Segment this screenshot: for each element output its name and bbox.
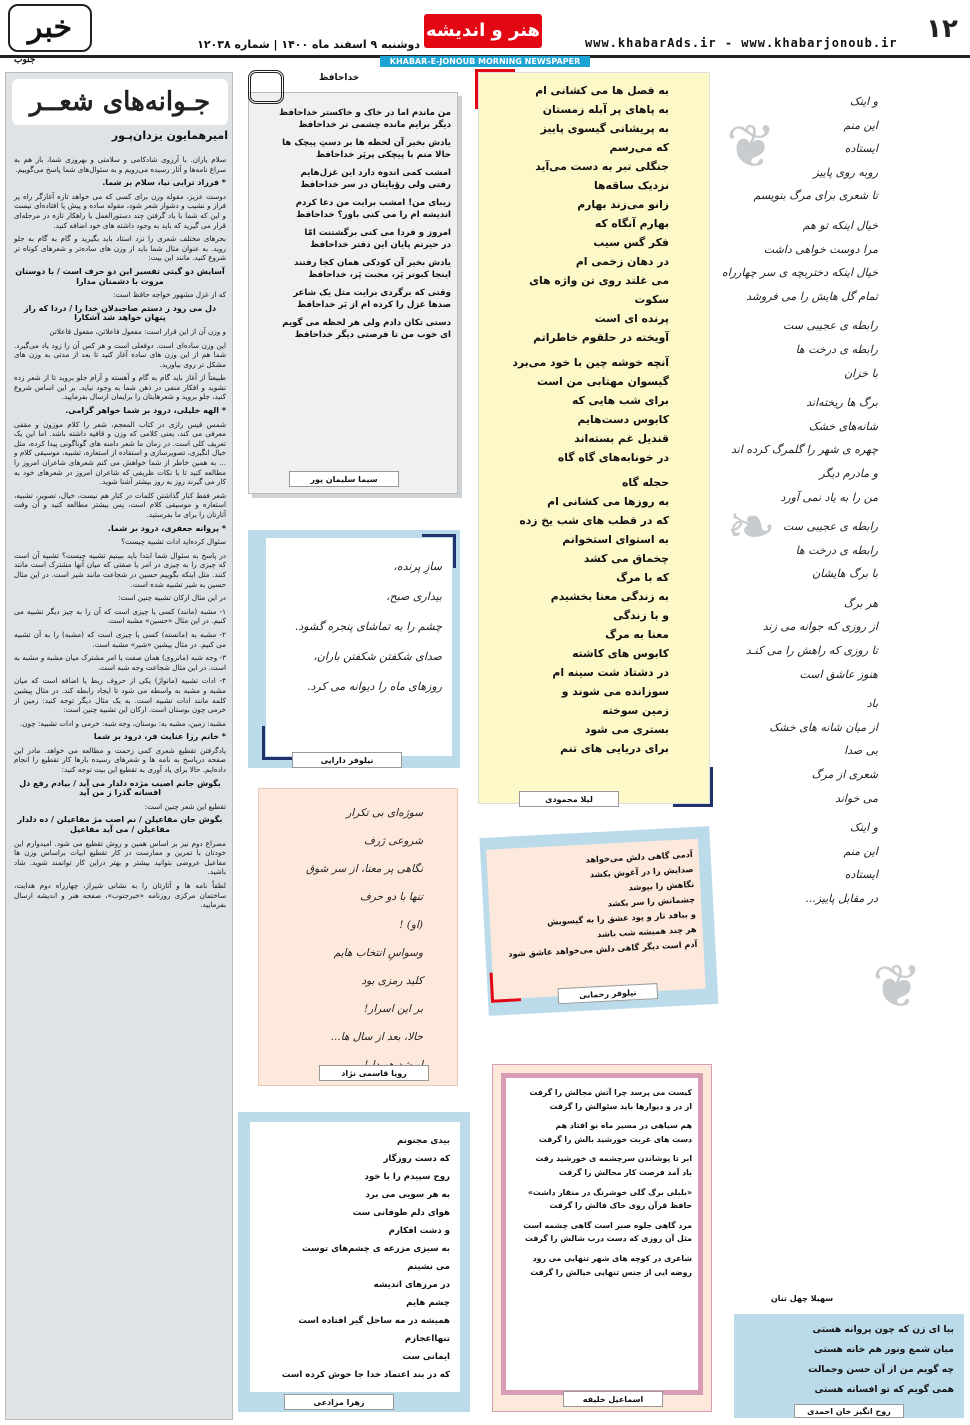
poem-line: برای شب هایی که (571, 394, 669, 407)
poem-line: می خواند (835, 791, 878, 805)
column-paragraph: در این مثال ارکان تشبیه چنین است: (118, 593, 226, 603)
poem-author: زهرا مزادعی (284, 1394, 394, 1410)
poem-line: آدمی گاهی دلش می‌خواهد (585, 849, 693, 865)
poem-text (718, 90, 878, 911)
poem-line: بیداری صبح، (386, 590, 442, 603)
poem-line: تنهااعجازم (404, 1334, 450, 1344)
poem-line: فکر گس سیب (593, 236, 669, 249)
poem-line: شاعری در کوچه های شهر تنهایی می رود (532, 1253, 692, 1263)
poem-author: نیلوفر رحمانی (557, 983, 658, 1004)
poem-line: کلید رمزی بود (361, 975, 423, 987)
column-paragraph: دل می رود ز دستم صاحبدلان خدا را / دردا که راز پنهان خواهد شد آشکارا (23, 303, 217, 323)
column-title: جـوانه‌های شعــر (12, 79, 228, 125)
poem-line: اینجا کبوتر پَر، محبت پَر، خداحافظ (308, 270, 451, 280)
poem-line: قندیل غم بسته‌اند (574, 432, 669, 445)
poem-line: شعری از مرگ (811, 768, 878, 782)
poem-line: سوژه‌ای بی تکرار (346, 807, 423, 819)
poem-line: «بلبلی برگ گلی خوشرنگ در منقار داشت» (527, 1187, 692, 1197)
column-paragraph: سئوال کرده‌اید ادات تشبیه چیست؟ (121, 537, 226, 547)
poem-text (508, 1086, 692, 1279)
poem-card-esmaeil (492, 1064, 712, 1412)
column-paragraph: شعر فقط کنار گذاشتن کلمات در کنار هم نیست، خیال، تصویر، تشبیه، استعاره و موسیقی کلام است، پس بیشتر مطالعه کنید و آن وقت آثارتان را برای ما بفرستید. (14, 490, 226, 519)
poem-line: که می‌رسم (609, 141, 669, 154)
poem-line: زمین سوخته (602, 704, 669, 717)
poem-line: در خونابه‌های گاه گاه (557, 451, 669, 464)
column-paragraph: ۳- وجه شبه (مانروی) همان صفت یا امر مشترک میان مشبه و مشبه به است. در این مثال شجاعت وجه شبه است. (14, 653, 226, 672)
poem-line: یادش بخیر آن لحظه ها بر دستِ پیچک ها (282, 138, 451, 148)
poem-line: نگاهی پر معنا، از سر شوق (305, 863, 423, 875)
poem-line: در مقابل پاییز... (805, 892, 878, 905)
poem-line: ای خوب من تا فرصتی دیگر خداحافظ (294, 330, 451, 340)
poem-line: دستی تکان دادم ولی هر لحظه می گویم (282, 318, 451, 328)
inner-frame (501, 1073, 703, 1395)
column-author: امیرهمایون یزدان‌پـور (111, 129, 228, 142)
column-paragraph: مصراع دوم نیز بر اساس همین و روش تقطیع می شود. امیدوارم این خودتان با تمرین و ممارست در کار تقطیع ابیات براساس وزن ها مفاعیل عروضی بتوانید بیشتر و بهتر دراین کار توانمند شوید. شاد باشید. (14, 838, 226, 877)
newspaper-logo (8, 4, 92, 65)
poem-line: صدایش را در آغوش بکشد (589, 863, 694, 880)
poem-line: آویخته در حلقوم خاطراتم (533, 331, 669, 344)
poem-line: من ماندم اما در خاک و خاکستر خداحافظ (279, 108, 451, 118)
poem-line: بی صدا (844, 744, 878, 758)
column-paragraph: شمس قیس رازی در کتاب المعجم، شعر را کلام موزون و مقفی معرفی می کند، یعنی کلامی که وزن و قافیه داشته باشد. اما این یک تعریف کلی است. در زمان ما شعر دامنه های گوناگونی پیدا کرده، مثل خیال انگیزی، تصویرسازی و استفاده از استعاره، تشبیه، موسیقی کلام و ... به همین خاطر از شما خواهش می کنم شعرهای شاعران امروز را مطالعه کنید تا با نکات ظریفی که شاعران امروز در شعرهای خود به کار می گیرند روز به روز بیشتر آشنا شوید. (14, 419, 226, 487)
poem-line: این منم (843, 118, 878, 132)
poem-line: در دهان زخمی ام (575, 255, 669, 268)
poem-line: هم سیاهی در مسیر ماه نو افتاد هم (555, 1121, 692, 1131)
poem-line: مرا دوست خواهی داشت (763, 242, 878, 256)
floral-ornament-icon: ❦ (872, 952, 923, 1022)
poem-line: به زندگی معنا بخشیدم (550, 590, 669, 603)
poem-line: نزدیک ساقه‌ها (593, 179, 669, 192)
poem-author: رویا قاسمی نژاد (319, 1065, 429, 1081)
poem-line: خیال اینکه دختربچه ی سر چهارراه (721, 266, 878, 280)
poem-line: آدم است دیگر گاهی دلش می‌خواهد عاشق شود (507, 938, 698, 959)
poem-line: آنچه خوشه چین با خود می‌برد (512, 356, 669, 369)
poem-line: صدها غزل را کرده ام از بَر خداحافظ (297, 300, 451, 310)
poem-line: چشم هایم (406, 1298, 450, 1308)
poem-line: معنا به مرگ (605, 628, 669, 641)
column-paragraph: لطفاً نامه ها و آثارتان را به نشانی شیراز، چهارراه دوم هدایت، ساختمان مرکزی روزنامه «خبرجنوب»، صفحه هنر و اندیشه ارسال بفرمایید. (14, 881, 226, 910)
poem-line: کیست می پرسد چرا آتش مجالش را گرفت (529, 1088, 692, 1097)
poem-line: یادش بخیر آن کودکی همان کجا رفتند (294, 258, 451, 268)
poem-line: دست های غربت خورشید بالش را گرفت (538, 1134, 692, 1144)
poem-line: با برگ هایشان (812, 567, 878, 581)
poem-line: در مرزهای اندیشه (373, 1280, 450, 1290)
poem-line: در حیرتم پایان این دفتر خداحافظ (310, 240, 451, 250)
poem-line: ایمانی ست (402, 1352, 450, 1362)
inner-paper (486, 839, 706, 1000)
poem-line: همیشه در مه ساحل گیر افتاده است (298, 1316, 450, 1326)
poem-text (744, 1320, 954, 1400)
poem-line: سازِ پرنده، (393, 560, 442, 573)
poem-card-soheila (722, 72, 966, 1312)
poem-line: حالا منم با پیچکی پرپَر خداحافظ (316, 150, 451, 160)
poem-line: از میان شانه های خشک (769, 720, 878, 734)
column-paragraph: که از غزل مشهور خواجه حافظ است: (113, 290, 226, 300)
inner-paper (266, 538, 452, 756)
column-poetry-sprouts (5, 72, 233, 1420)
poem-text (257, 107, 451, 341)
poem-line: (او) ! (399, 919, 423, 931)
poem-line: بستری می شود (584, 723, 669, 736)
poem-author: سهیلا چهل تنان (770, 1294, 834, 1303)
poem-heading: خداحافظ (319, 73, 360, 83)
poem-line: و اینک (849, 821, 878, 835)
poem-line: برگ ها ریخته‌اند (806, 396, 878, 410)
poem-line: این منم (843, 844, 878, 858)
poem-line: بیدی مجنونم (397, 1136, 450, 1146)
column-paragraph: آسایش دو گیتی تفسیر این دو حرف است / با دوستان مروت با دشمنان مدارا (15, 266, 225, 286)
poem-line: همی گویم که تو افسانه هستی (814, 1384, 954, 1395)
column-paragraph: * خانم رزا عنایت فر، درود بر شما (93, 732, 226, 742)
poem-line: به پاهای پر آبله زمستان (542, 103, 669, 116)
poem-line: و ببافد تار و پود عشق را به گیسویش (546, 908, 697, 927)
column-paragraph: ۴- ادات تشبیه (مانواژ) یکی از حروف ربط یا اضافه است که میان مشبه و مشبه به واسطه می شود تا ایجاد رابطه کند. در مثال پیشین کلمه مانند ادات تشبیه است. به یک مثال دیگر توجه کنید: زمین از خرمی چون بوستان است. ارکان این تشبیه چنین است: (14, 676, 226, 715)
poem-line: ایستاده (844, 868, 878, 882)
floral-ornament-icon: ❦ (726, 112, 777, 182)
poem-line: از در و دیوارها باید سئوالش را گرفت (549, 1101, 692, 1111)
poem-line: حالا، بعد از سال ها... (330, 1031, 423, 1043)
poem-line: می نشینم (407, 1262, 450, 1272)
poem-line: کابوس های کاشته (572, 647, 669, 660)
poem-card-niloufar-darayi (248, 530, 460, 768)
poem-line: و دشت افکارم (388, 1226, 450, 1236)
poem-line: روزهای ماه را دیوانه می کرد. (307, 680, 442, 693)
poem-line: من را به یاد نمی آورد (780, 490, 878, 504)
poem-line: با خزان (844, 366, 878, 380)
poem-line: چخماق می کشد (583, 552, 669, 565)
poem-line: و اینک (849, 95, 878, 108)
column-body (14, 155, 226, 914)
poem-line: که دست روزگار (383, 1154, 450, 1164)
column-paragraph: طبیعتاً از آغاز باید گام به گام و آهسته و آرام جلو بروید تا از شعر زده نشوید و افکار منفی در ذهن شما به وجود نیاید. بر این اساس شروع کنید، جلو بروید و شعرهایتان را برایمان ارسال بفرمایید. (14, 373, 226, 402)
poem-line: در دشتاد شت سینه ام (552, 666, 669, 679)
column-paragraph: بگوش جانم اصیب مژده دلدار می آید / بیادم رفع دل افسانه گذرا ز من آید (19, 778, 221, 798)
navy-corner-deco (673, 767, 713, 807)
paper-name-band: KHABAR-E-JONOUB MORNING NEWSPAPER (380, 56, 590, 67)
poem-text (260, 1132, 450, 1384)
poem-line: پرنده ای است (594, 312, 669, 325)
poem-line: به استوای استخوانم (562, 533, 669, 546)
inner-paper (250, 1122, 460, 1392)
logo-subtitle: جنوب (14, 55, 36, 65)
column-paragraph: این وزن ساده‌ای است. دوفعلی است و هر کس آن را زود یاد می‌گیرد. شما هم از این وزن های ساده آغاز کنید تا بعد از مدتی به وزن های مشکل تر روی بیاورید. (14, 340, 226, 369)
poem-card-rooh (734, 1314, 964, 1418)
poem-author: روح انگیز خان احمدی (794, 1404, 904, 1418)
column-paragraph: ۲- مشبه به (مانسته) کسی یا چیزی است که (مشبه) را به آن تشبیه می کنیم. در مثال پیشین «شیر» مشبه است. (14, 629, 226, 649)
poem-line: چشم را به تماشای پنجره گشود. (294, 620, 442, 633)
poem-line: روبه روی پاییز (813, 165, 878, 179)
column-paragraph: در پاسخ به سئوال شما ابتدا باید ببینیم تشبیه چیست؟ تشبیه آن است که چیزی را به چیزی در امر یا صفتی که میان آنها مشترک است مانند کنند. مثل اینکه بگوییم حسین در شجاعت مانند شیر است. در این مثال حسین به شیر تشبیه شده است. (14, 550, 226, 589)
page-number: ۱۲ (926, 14, 958, 44)
poem-line: تنها با دو حرف (359, 891, 423, 903)
knot-ornament-icon (248, 70, 284, 104)
poem-line: چهره ی شهر را گلمرگ کرده اند (730, 443, 878, 457)
poem-author: نیلوفر دارایی (292, 752, 402, 768)
poem-line: به پریشانی گیسوی پاییز (540, 122, 669, 135)
column-paragraph: * پروانه جعفری، درود بر شما. (107, 523, 226, 533)
poem-line: دیگر برایم مانده چشمی تر خداحافظ (298, 120, 451, 130)
poem-card-niloufar-rahmani (479, 826, 718, 1016)
poem-text (272, 552, 442, 702)
poem-card-zahra (238, 1112, 470, 1412)
column-paragraph: و وزن آن از این قرار است: مفعول فاعلاتن، مفعول فاعلاتن (49, 326, 226, 336)
column-paragraph: یادگرفتن تقطیع شعری کمی زحمت و مطالعه می خواهد. مادر این صفحه درپاسخ به نامه ها و شعرهای رسیده بارها کار تقطیع را انجام داده‌ایم. حالا برای یاد آوری به تقطیع این بیت توجه کنید: (14, 745, 226, 775)
poem-line: زیبای من! امشب برایت من دعا کردم (295, 198, 451, 208)
poem-line: اندیشه ام را می کنی باور؟ خداحافظ (296, 210, 451, 220)
poem-line: وسواسِ انتخاب هایم (333, 947, 423, 959)
column-paragraph: دوست عزیز، مقوله وزن برای کسی که می خواهد تازه آغازگر راه پر فراز و نشیب و دشوار شعر شود، مقوله ساده و پیش پا افتاده‌ای نیست و این که شما با یاد گرفتن چند دستورالعمل یا راهکار تازه در مرحله‌ای قرار می گیرید که باید به وجود داشته های خود اضافه کنید. (14, 191, 226, 230)
poem-line: هوای دلم طوفانی ست (352, 1208, 450, 1218)
poem-line: رابطه ی عجیبی ست (783, 319, 878, 333)
poem-line: به روزها می کشانی ام (547, 495, 669, 508)
poem-line: که در بند اعتماد خدا جا خوش کرده است (281, 1370, 450, 1380)
poem-line: سوزانده می شوند و (561, 685, 669, 698)
column-paragraph: مشبه: زمین، مشبه به: بوستان، وجه شبه: خرمی و ادات تشبیه: چون. (19, 718, 226, 728)
poem-line: باد آمد فرصت کار محالش را گرفت (558, 1167, 692, 1177)
column-paragraph: تقطیع این شعر چنین است: (144, 801, 226, 811)
poem-line: ابر تا پوشاندن سرچشمه ی خورشید رفت (535, 1154, 692, 1164)
poem-line: از روزی که جوانه می زند (762, 620, 878, 634)
poem-line: خیال اینکه تو هم (802, 218, 878, 232)
poem-line: برای دریایی های تنم (560, 742, 669, 755)
poem-line: بیا ای زن که چون پروانه هستی (812, 1324, 954, 1335)
poem-line: حجله گاه (622, 476, 669, 489)
poem-line: مثل آن روزی که دست درب شالش را گرفت (525, 1234, 692, 1244)
navy-corner-deco (262, 726, 296, 760)
column-paragraph: سلام یاران. با آرزوی شادکامی و سلامتی و بهروزی شما، باز هم به سراغ نامه‌ها و آثار رسیده می‌رویم و به سئوال‌های شما پاسخ می‌گوییم. (14, 155, 226, 174)
poem-line: تا روزی که راهش را می کنـد (745, 644, 878, 658)
column-paragraph: * الهه خلیلی، درود بر شما خواهر گرامی. (65, 406, 226, 416)
poem-line: باد (866, 697, 878, 711)
poem-line: بر این اسرار! (364, 1003, 423, 1015)
poem-line: به فصل ها می کشانی ام (535, 84, 669, 97)
poem-line: امروز و فردا می کنی برگشتنت امّا (304, 228, 451, 238)
floral-ornament-icon: ❧ (726, 492, 777, 562)
red-corner-deco (490, 971, 522, 1003)
poem-line: تا شعری برای مرگ بنویسم (753, 189, 878, 203)
poem-line: ایستاده (844, 142, 878, 156)
poem-line: مرد گاهی جلوه صبر است گاهی چشمه است (523, 1220, 692, 1230)
poem-text (493, 847, 698, 962)
poem-line: رابطه ی عجیبی ست (783, 520, 878, 534)
poem-line: شروعی ژرف (363, 835, 423, 847)
poem-line: هنوز عاشق است (799, 667, 878, 681)
poem-line: رابطه ی درخت ها (795, 543, 878, 557)
poem-line: نگاهش را بپوشد (628, 878, 695, 893)
poem-line: کابوس دست‌هایم (577, 413, 669, 426)
poem-text (263, 799, 423, 1079)
poem-line: روح سپیدم را با خود (364, 1172, 450, 1182)
poem-line: زانو می‌زند بهارم (577, 198, 669, 211)
poem-line: بهارم آنگاه که (594, 217, 669, 230)
poem-line: صدای شکفتن شکفتن باران، (313, 650, 442, 663)
poem-line: که در قطب های شب یخ زده (519, 514, 669, 527)
website-urls[interactable]: www.khabarAds.ir - www.khabarjonoub.ir (585, 36, 898, 50)
column-paragraph: بحرهای مختلف شعری را نزد استاد باید بگیرید و گام به گام به جلو روید. به عنوان مثال شما باید از وزن های ساده‌تر و شعرهای کوتاه تر شروع کنید. مانند این بیت: (14, 234, 226, 263)
poem-author: سیما سلیمان پور (289, 471, 399, 487)
poem-text (479, 81, 669, 758)
poem-line: حافظ قرآن روی خاک فالش را گرفت (549, 1201, 692, 1211)
poem-line: جنگلی تبر به دست می‌آید (535, 160, 669, 173)
poem-line: و مادرم دیگر (819, 466, 878, 480)
poem-card-roya (258, 788, 458, 1086)
poem-line: و با زندگی (612, 609, 669, 622)
poem-line: رفتی ولی رؤیایتان در سر خداحافظ (300, 180, 451, 190)
section-title: هنر و اندیشه (424, 14, 542, 48)
page-header (0, 0, 970, 66)
poem-line: روضه ایی از جنس تنهایی خیالش را گرفت (530, 1267, 692, 1277)
issue-dateline: دوشنبه ۹ اسفند ماه ۱۴۰۰ | شماره ۱۲۰۳۸ (197, 38, 420, 51)
poem-line: که با مرگ (616, 571, 669, 584)
poem-line: هر برگ (843, 596, 878, 610)
poem-line: می غلتد روی تن واژه های (529, 274, 669, 287)
column-paragraph: * فرزاد ترابی نیا، سلام بر شما. (102, 178, 226, 188)
poem-line: وقتی که برگردی برایت مثل یک شاعر (293, 288, 451, 298)
poem-card-leila (478, 72, 710, 804)
poem-line: رابطه ی درخت ها (795, 342, 878, 356)
logo-text: خبر (27, 10, 73, 45)
poem-line: امشب کمی اندوه دارد این غزل‌هایم (300, 168, 451, 178)
poem-line: به سبزی مزرعه ی چشم‌های توست (301, 1244, 450, 1254)
column-paragraph: بگوش جان مفاعیلن / نم اصب مژ مفاعیلن / ده دلدار مفاعیلن / می آید مفاعیل (17, 815, 223, 835)
poem-line: چشمانش را سر بکشد (607, 893, 696, 909)
poem-card-sima (248, 73, 458, 494)
column-paragraph: ۱- مشبه (مانند) کسی یا چیزی است که آن را به چیز دیگر تشبیه می کنیم. در این مثال «حسین» مشبه است. (14, 606, 226, 626)
poem-line: گیسوان مهتابی من است (536, 375, 669, 388)
poem-line: هر چند همیشه شب باشد (596, 923, 697, 940)
poem-line: سکوت (634, 293, 669, 306)
poem-author: لیلا محمودی (519, 791, 619, 807)
poem-line: تمام گل هایش را می فروشد (746, 289, 878, 303)
poem-line: میان شمع ونور هم خانه هستی (814, 1344, 954, 1355)
poem-line: به هر سویی می برد (365, 1190, 450, 1200)
poem-author: اسماعیل خلیفه (563, 1391, 663, 1407)
poem-line: شانه‌های خشک (808, 419, 878, 433)
poem-line: چه گویم من از آن حسن وجمالت (808, 1364, 954, 1375)
